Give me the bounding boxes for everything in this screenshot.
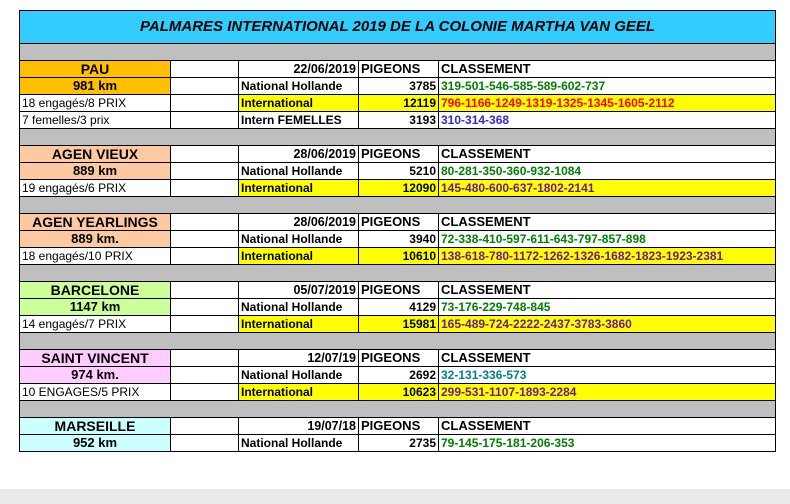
empty-cell xyxy=(171,299,239,316)
horizontal-scrollbar-track[interactable] xyxy=(0,489,790,504)
race-header-row xyxy=(20,214,776,231)
result-row xyxy=(20,435,776,452)
pigeons-header: PIGEONS xyxy=(359,61,439,78)
separator-row xyxy=(20,44,776,61)
empty-cell xyxy=(171,316,239,333)
palmares-table xyxy=(19,10,776,452)
category-label: International xyxy=(239,180,359,197)
classement-results: 145-480-600-637-1802-2141 xyxy=(439,180,776,197)
classement-results: 319-501-546-585-589-602-737 xyxy=(439,78,776,95)
race-distance: 952 km xyxy=(20,435,171,452)
race-header-row xyxy=(20,61,776,78)
pigeon-count: 15981 xyxy=(359,316,439,333)
pigeon-count: 3940 xyxy=(359,231,439,248)
category-label: National Hollande xyxy=(239,435,359,452)
result-row xyxy=(20,299,776,316)
pigeons-header: PIGEONS xyxy=(359,146,439,163)
empty-cell xyxy=(171,214,239,231)
result-row xyxy=(20,180,776,197)
empty-cell xyxy=(171,248,239,265)
empty-cell xyxy=(171,231,239,248)
pigeons-header: PIGEONS xyxy=(359,282,439,299)
result-row xyxy=(20,163,776,180)
category-label: International xyxy=(239,95,359,112)
empty-cell xyxy=(171,282,239,299)
empty-cell xyxy=(171,112,239,129)
category-label: International xyxy=(239,316,359,333)
race-distance: 889 km xyxy=(20,163,171,180)
separator-row xyxy=(20,265,776,282)
empty-cell xyxy=(171,95,239,112)
category-label: Intern FEMELLES xyxy=(239,112,359,129)
category-label: International xyxy=(239,384,359,401)
pigeon-count: 10610 xyxy=(359,248,439,265)
race-distance: 981 km xyxy=(20,78,171,95)
race-name: PAU xyxy=(20,61,171,78)
pigeon-count: 2735 xyxy=(359,435,439,452)
separator-cell xyxy=(20,129,776,146)
result-row xyxy=(20,384,776,401)
empty-cell xyxy=(171,78,239,95)
category-label: National Hollande xyxy=(239,231,359,248)
race-date: 22/06/2019 xyxy=(239,61,359,78)
separator-row xyxy=(20,197,776,214)
pigeons-header: PIGEONS xyxy=(359,418,439,435)
classement-header: CLASSEMENT xyxy=(439,350,776,367)
race-date: 28/06/2019 xyxy=(239,146,359,163)
classement-results: 310-314-368 xyxy=(439,112,776,129)
pigeon-count: 10623 xyxy=(359,384,439,401)
result-row xyxy=(20,112,776,129)
empty-cell xyxy=(171,384,239,401)
race-note: 18 engagés/10 PRIX xyxy=(20,248,171,265)
classement-header: CLASSEMENT xyxy=(439,214,776,231)
category-label: National Hollande xyxy=(239,367,359,384)
pigeon-count: 12119 xyxy=(359,95,439,112)
race-date: 19/07/18 xyxy=(239,418,359,435)
separator-cell xyxy=(20,333,776,350)
classement-results: 72-338-410-597-611-643-797-857-898 xyxy=(439,231,776,248)
classement-results: 299-531-1107-1893-2284 xyxy=(439,384,776,401)
race-distance: 974 km. xyxy=(20,367,171,384)
classement-results: 79-145-175-181-206-353 xyxy=(439,435,776,452)
empty-cell xyxy=(171,180,239,197)
separator-cell xyxy=(20,265,776,282)
race-date: 28/06/2019 xyxy=(239,214,359,231)
title-row xyxy=(20,11,776,44)
result-row xyxy=(20,78,776,95)
race-header-row xyxy=(20,282,776,299)
separator-row xyxy=(20,129,776,146)
category-label: International xyxy=(239,248,359,265)
pigeon-count: 4129 xyxy=(359,299,439,316)
pigeons-header: PIGEONS xyxy=(359,350,439,367)
empty-cell xyxy=(171,435,239,452)
race-date: 05/07/2019 xyxy=(239,282,359,299)
pigeon-count: 12090 xyxy=(359,180,439,197)
race-note: 18 engagés/8 PRIX xyxy=(20,95,171,112)
race-note: 7 femelles/3 prix xyxy=(20,112,171,129)
pigeons-header: PIGEONS xyxy=(359,214,439,231)
empty-cell xyxy=(171,61,239,78)
pigeon-count: 3193 xyxy=(359,112,439,129)
race-note: 14 engagés/7 PRIX xyxy=(20,316,171,333)
separator-row xyxy=(20,401,776,418)
race-name: AGEN VIEUX xyxy=(20,146,171,163)
separator-cell xyxy=(20,44,776,61)
sheet-title: PALMARES INTERNATIONAL 2019 DE LA COLONIE MARTHA VAN GEEL xyxy=(20,11,776,44)
category-label: National Hollande xyxy=(239,163,359,180)
classement-header: CLASSEMENT xyxy=(439,146,776,163)
classement-results: 138-618-780-1172-1262-1326-1682-1823-1923-2381 xyxy=(439,248,776,265)
pigeon-count: 3785 xyxy=(359,78,439,95)
empty-cell xyxy=(171,163,239,180)
race-note: 10 ENGAGES/5 PRIX xyxy=(20,384,171,401)
race-date: 12/07/19 xyxy=(239,350,359,367)
result-row xyxy=(20,367,776,384)
race-distance: 889 km. xyxy=(20,231,171,248)
classement-results: 165-489-724-2222-2437-3783-3860 xyxy=(439,316,776,333)
race-name: SAINT VINCENT xyxy=(20,350,171,367)
result-row xyxy=(20,231,776,248)
separator-row xyxy=(20,333,776,350)
pigeon-count: 5210 xyxy=(359,163,439,180)
category-label: National Hollande xyxy=(239,299,359,316)
category-label: National Hollande xyxy=(239,78,359,95)
race-header-row xyxy=(20,146,776,163)
classement-header: CLASSEMENT xyxy=(439,418,776,435)
empty-cell xyxy=(171,418,239,435)
classement-header: CLASSEMENT xyxy=(439,61,776,78)
result-row xyxy=(20,316,776,333)
classement-results: 73-176-229-748-845 xyxy=(439,299,776,316)
classement-header: CLASSEMENT xyxy=(439,282,776,299)
pigeon-count: 2692 xyxy=(359,367,439,384)
classement-results: 80-281-350-360-932-1084 xyxy=(439,163,776,180)
result-row xyxy=(20,95,776,112)
result-row xyxy=(20,248,776,265)
separator-cell xyxy=(20,401,776,418)
race-name: AGEN YEARLINGS xyxy=(20,214,171,231)
race-name: BARCELONE xyxy=(20,282,171,299)
race-header-row xyxy=(20,350,776,367)
race-name: MARSEILLE xyxy=(20,418,171,435)
race-header-row xyxy=(20,418,776,435)
race-distance: 1147 km xyxy=(20,299,171,316)
classement-results: 32-131-336-573 xyxy=(439,367,776,384)
empty-cell xyxy=(171,350,239,367)
classement-results: 796-1166-1249-1319-1325-1345-1605-2112 xyxy=(439,95,776,112)
empty-cell xyxy=(171,367,239,384)
empty-cell xyxy=(171,146,239,163)
race-note: 19 engagés/6 PRIX xyxy=(20,180,171,197)
separator-cell xyxy=(20,197,776,214)
